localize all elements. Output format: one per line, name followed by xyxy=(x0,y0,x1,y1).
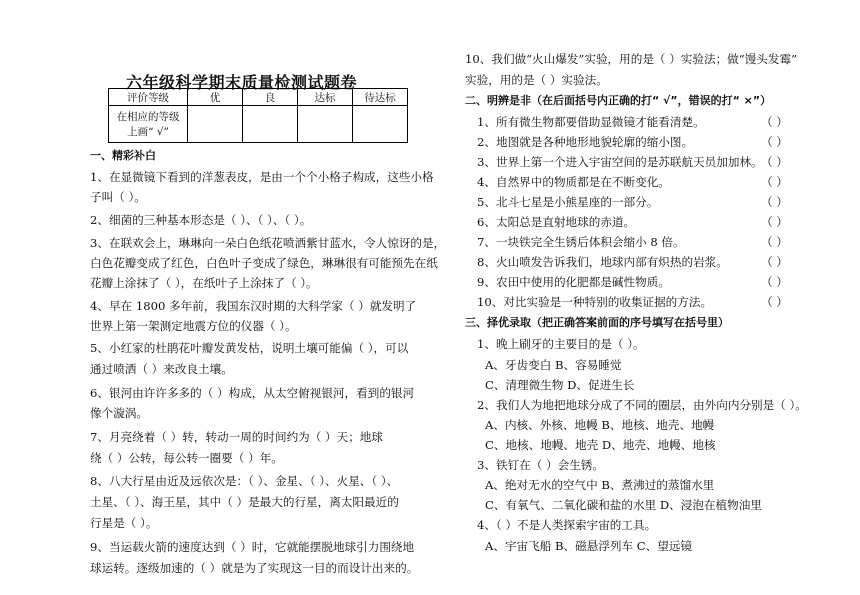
mc-question: 4、（ ）不是人类探索宇宙的工具。 xyxy=(477,518,657,532)
left-line: 5、小红家的杜鹃花叶瓣发黄发枯，说明土壤可能偏（ ），可以 xyxy=(90,341,409,355)
grade-header-excellent: 优 xyxy=(188,89,243,106)
tf-answer-bracket[interactable]: （ ） xyxy=(761,295,788,309)
left-line: 4、早在 1800 多年前，我国东汉时期的大科学家（ ）就发明了 xyxy=(90,299,417,313)
left-line: 3、在联欢会上，琳琳向一朵白色纸花喷洒紫甘蓝水，令人惊讶的是， xyxy=(90,236,446,250)
left-line: 1、在显微镜下看到的洋葱表皮，是由一个个小格子构成，这些小格 xyxy=(90,170,434,184)
left-line: 通过喷洒（ ）来改良土壤。 xyxy=(90,362,233,376)
left-line: 9、当运载火箭的速度达到（ ）时，它就能摆脱地球引力围绕地 xyxy=(90,540,415,554)
grade-cell-pass[interactable] xyxy=(298,106,353,143)
mc-options: A、牙齿变白 B、容易睡觉 xyxy=(485,358,622,372)
left-line: 花瓣上涂抹了（ ），在纸叶子上涂抹了（ ）。 xyxy=(90,276,318,290)
grade-cell-good[interactable] xyxy=(243,106,298,143)
left-line: 土星、（ ）、海王星，其中（ ）是最大的行星，离太阳最近的 xyxy=(90,495,399,509)
grade-row-label xyxy=(109,106,188,143)
left-line: 像个漩涡。 xyxy=(90,406,148,420)
section-3-heading: 三、择优录取（把正确答案前面的序号填写在括号里） xyxy=(465,316,729,329)
left-line: 绕（ ）公转，每公转一圈要（ ）年。 xyxy=(90,451,283,465)
grade-header-not-pass: 待达标 xyxy=(353,89,408,106)
tf-item: 6、太阳总是直射地球的赤道。 xyxy=(477,215,636,229)
tf-answer-bracket[interactable]: （ ） xyxy=(761,155,788,169)
tf-item: 7、一块铁完全生锈后体积会缩小 8 倍。 xyxy=(477,235,685,249)
tf-answer-bracket[interactable]: （ ） xyxy=(761,195,788,209)
right-line: 实验，用的是（ ）实验法。 xyxy=(465,73,608,87)
tf-answer-bracket[interactable]: （ ） xyxy=(761,255,788,269)
tf-item: 4、自然界中的物质都是在不断变化。 xyxy=(477,175,670,189)
tf-item: 1、所有微生物都要借助显微镜才能看清楚。 xyxy=(477,115,705,129)
grade-header-pass: 达标 xyxy=(298,89,353,106)
page-title: 六年级科学期末质量检测试题卷 xyxy=(126,73,358,92)
tf-answer-bracket[interactable]: （ ） xyxy=(761,235,788,249)
grade-cell-excellent[interactable] xyxy=(188,106,243,143)
section-2-heading: 二、明辨是非（在后面括号内正确的打“ √”，错误的打“ ×”） xyxy=(465,94,772,107)
mc-question: 2、我们人为地把地球分成了不同的圈层，由外向内分别是（ ）。 xyxy=(477,398,807,412)
right-line: 10、我们做“火山爆发”实验，用的是（ ）实验法；做“馒头发霉” xyxy=(465,52,797,66)
mc-question: 3、铁钉在（ ）会生锈。 xyxy=(477,458,604,472)
tf-item: 8、火山喷发告诉我们，地球内部有炽热的岩浆。 xyxy=(477,255,728,269)
tf-answer-bracket[interactable]: （ ） xyxy=(761,115,788,129)
mc-options: C、清理微生物 D、促进生长 xyxy=(485,378,635,392)
mc-options: A、内核、外核、地幔 B、地核、地壳、地幔 xyxy=(485,418,715,432)
grade-row-label-line1: 在相应的等级 xyxy=(116,111,180,123)
left-line: 7、月亮绕着（ ）转，转动一周的时间约为（ ）天；地球 xyxy=(90,430,383,444)
left-line: 白色花瓣变成了红色，白色叶子变成了绿色，琳琳很有可能预先在纸 xyxy=(90,256,438,270)
mc-question: 1、晚上刷牙的主要目的是（ ）。 xyxy=(477,337,645,351)
left-line: 行星是（ ）。 xyxy=(90,516,158,530)
tf-item: 3、世界上第一个进入宇宙空间的是苏联航天员加加林。 xyxy=(477,155,763,169)
left-line: 世界上第一架测定地震方位的仪器（ ）。 xyxy=(90,319,297,333)
left-line: 子叫（ ）。 xyxy=(90,190,146,204)
left-line: 6、银河由许许多多的（ ）构成，从太空俯视银河，看到的银河 xyxy=(90,386,415,400)
left-line: 球运转。逐级加速的（ ）就是为了实现这一目的而设计出来的。 xyxy=(90,561,419,575)
tf-answer-bracket[interactable]: （ ） xyxy=(761,215,788,229)
tf-item: 9、农田中使用的化肥都是碱性物质。 xyxy=(477,275,670,289)
mc-options: A、宇宙飞船 B、磁悬浮列车 C、望远镜 xyxy=(485,539,693,553)
left-line: 2、细菌的三种基本形态是（ ）、（ ）、（ ）。 xyxy=(90,213,312,227)
tf-item: 5、北斗七星是小熊星座的一部分。 xyxy=(477,195,659,209)
grade-table xyxy=(108,88,408,143)
tf-answer-bracket[interactable]: （ ） xyxy=(761,275,788,289)
mc-options: C、地核、地幔、地壳 D、地壳、地幔、地核 xyxy=(485,438,716,452)
tf-answer-bracket[interactable]: （ ） xyxy=(761,175,788,189)
tf-item: 2、地图就是各种地形地貌轮廓的缩小图。 xyxy=(477,135,694,149)
grade-header-label: 评价等级 xyxy=(109,89,188,106)
section-1-heading: 一、精彩补白 xyxy=(90,149,156,162)
grade-cell-not-pass[interactable] xyxy=(353,106,408,143)
tf-item: 10、对比实验是一种特别的收集证据的方法。 xyxy=(477,295,713,309)
tf-answer-bracket[interactable]: （ ） xyxy=(761,135,788,149)
mc-options: A、绝对无水的空气中 B、煮沸过的蒸馏水里 xyxy=(485,478,715,492)
grade-header-good: 良 xyxy=(243,89,298,106)
grade-row-label-line2: 上画“ √” xyxy=(127,126,169,138)
mc-options: C、有氧气、二氧化碳和盐的水里 D、浸泡在植物油里 xyxy=(485,498,762,512)
left-line: 8、八大行星由近及远依次是：（ ）、金星、（ ）、火星、（ ）、 xyxy=(90,474,399,488)
